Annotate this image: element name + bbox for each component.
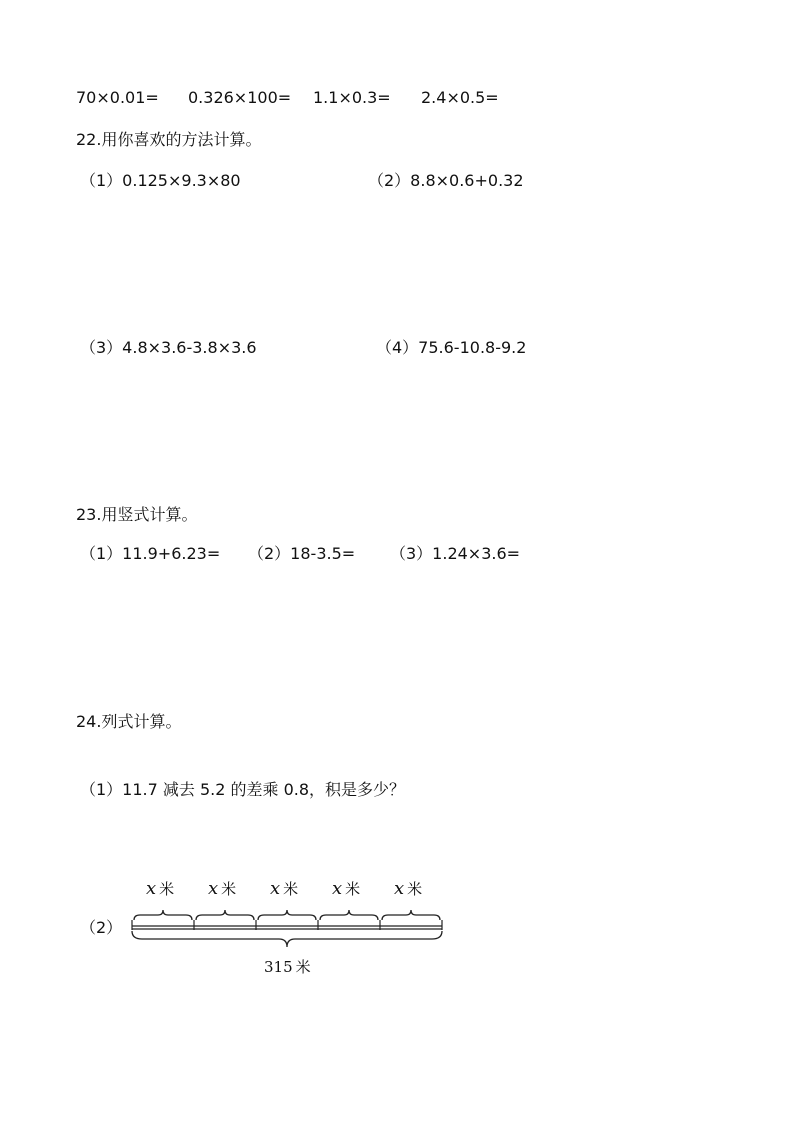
equation-1: 70×0.01= [76,88,159,107]
question-22-item-4: （4）75.6-10.8-9.2 [376,338,527,357]
equation-3: 1.1×0.3= [313,88,391,107]
segment-unit: 米 [283,880,299,898]
equation-2: 0.326×100= [188,88,292,107]
total-brace [132,931,442,947]
segment-label-4 [332,878,360,899]
equation-4: 2.4×0.5= [421,88,499,107]
segment-label-1 [146,878,174,899]
question-22-item-1: （1）0.125×9.3×80 [80,171,241,190]
segment-unit: 米 [159,880,175,898]
question-24-title: 24.列式计算。 [76,712,182,731]
segment-variable: x [208,878,219,899]
segment-variable: x [394,878,405,899]
question-22-item-3: （3）4.8×3.6-3.8×3.6 [80,338,257,357]
question-23-item-1: （1）11.9+6.23= [80,544,221,563]
segment-brace-3 [258,910,316,920]
total-length-label [264,956,311,977]
question-24-item-1: （1）11.7 减去 5.2 的差乘 0.8，积是多少？ [80,780,406,799]
segment-variable: x [270,878,281,899]
segment-variable: x [332,878,343,899]
segment-brace-5 [382,910,440,920]
segment-unit: 米 [407,880,423,898]
segment-label-2 [208,878,236,899]
segment-diagram [124,870,454,980]
question-24-item-2-label: （2） [80,918,123,937]
total-length-unit: 米 [295,958,311,976]
segment-unit: 米 [345,880,361,898]
total-length-value: 315 [264,958,293,976]
question-23-item-2: （2）18-3.5= [248,544,356,563]
segment-brace-1 [134,910,192,920]
segment-variable: x [146,878,157,899]
question-23-title: 23.用竖式计算。 [76,505,198,524]
segment-brace-4 [320,910,378,920]
question-22-item-2: （2）8.8×0.6+0.32 [368,171,524,190]
segment-label-3 [270,878,298,899]
question-22-title: 22.用你喜欢的方法计算。 [76,130,262,149]
question-23-item-3: （3）1.24×3.6= [390,544,521,563]
segment-unit: 米 [221,880,237,898]
segment-label-5 [394,878,422,899]
segment-brace-2 [196,910,254,920]
